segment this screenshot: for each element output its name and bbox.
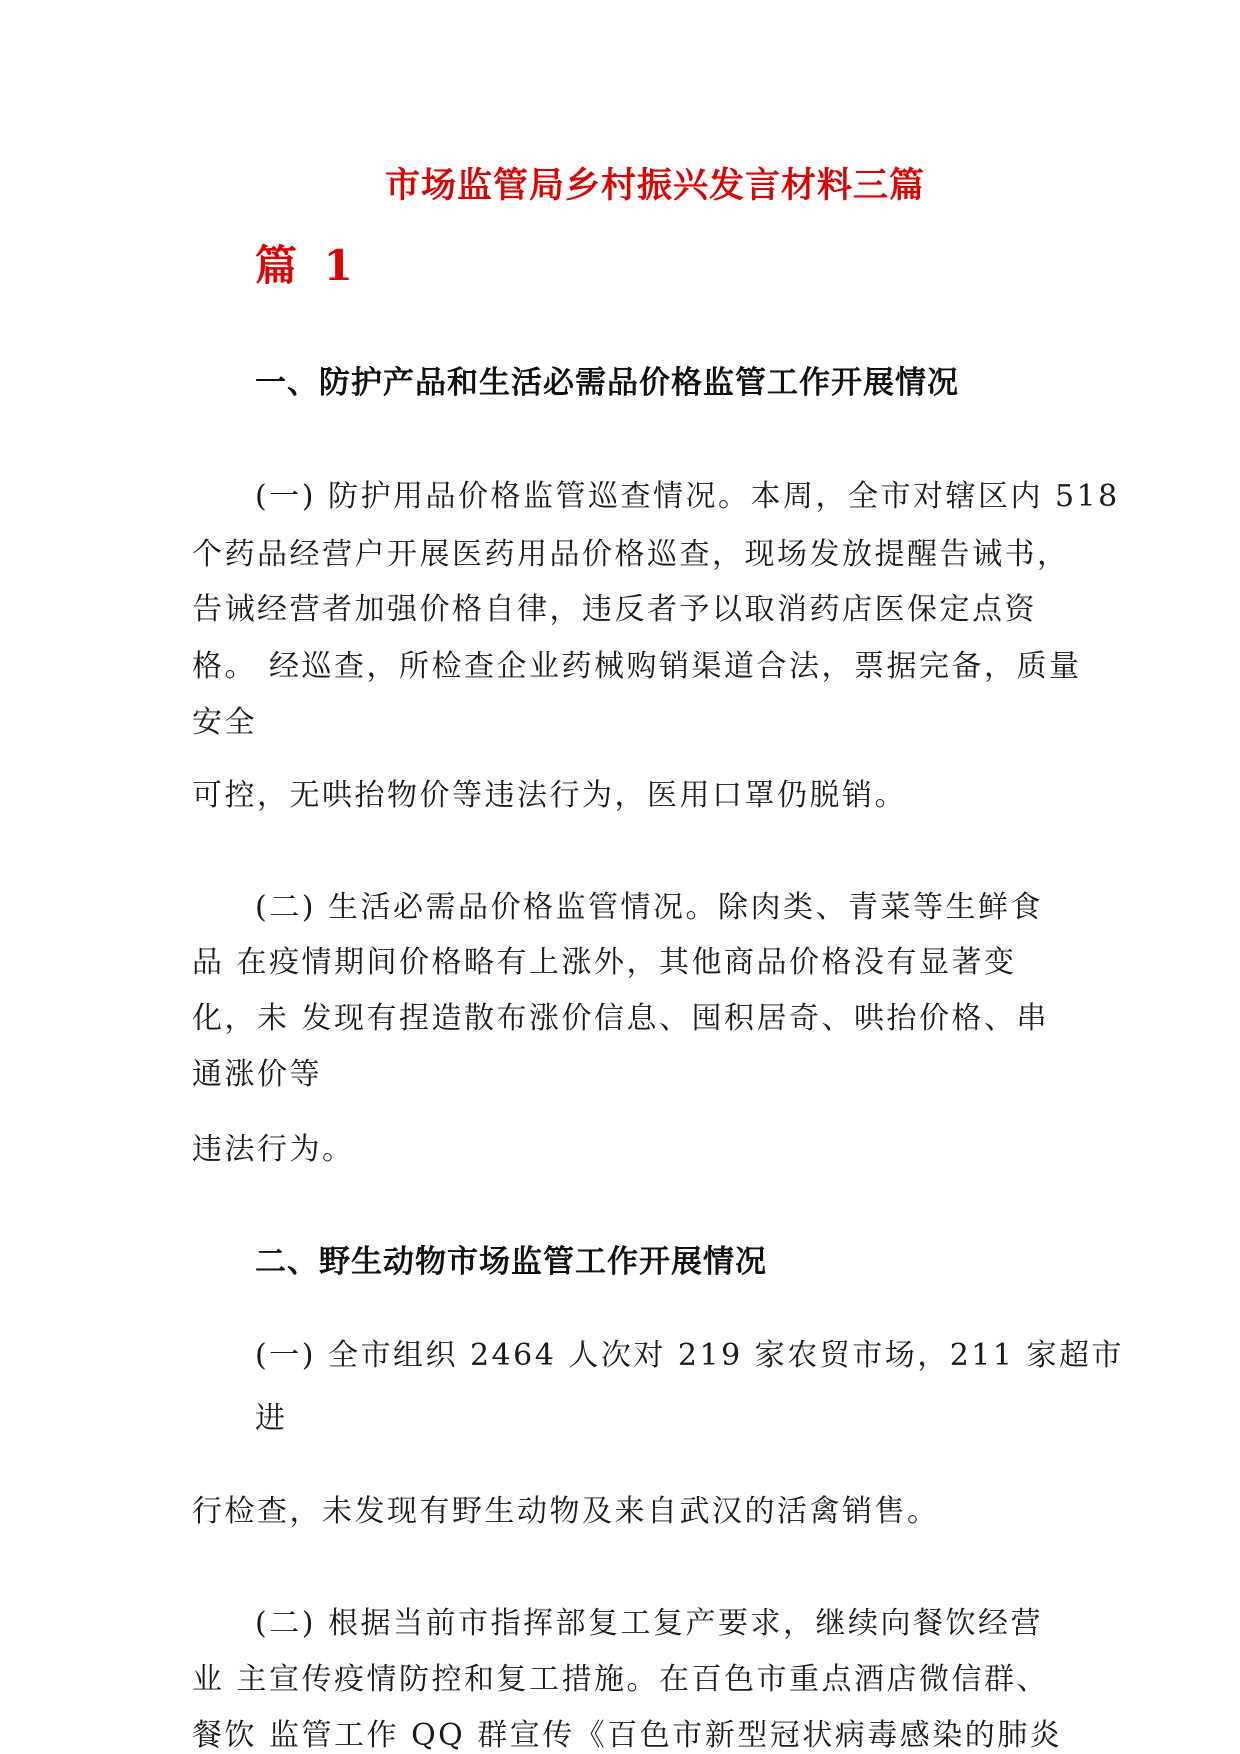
paragraph-line: 业 主宣传疫情防控和复工措施。在百色市重点酒店微信群、 (192, 1662, 1050, 1697)
section-heading: 二、野生动物市场监管工作开展情况 (255, 1244, 767, 1280)
paragraph-line: (一) 全市组织 2464 人次对 219 家农贸市场，211 家超市 (255, 1338, 1124, 1373)
paragraph-line: 个药品经营户开展医药用品价格巡查，现场发放提醒告诫书， (192, 537, 1070, 572)
section-label: 篇 1 (255, 241, 359, 290)
paragraph-line: (二) 根据当前市指挥部复工复产要求，继续向餐饮经营 (255, 1606, 1043, 1641)
paragraph-line: 可控，无哄抬物价等违法行为，医用口罩仍脱销。 (192, 778, 907, 813)
paragraph-line: 化，未 发现有捏造散布涨价信息、囤积居奇、哄抬价格、串 (192, 1001, 1050, 1036)
document-title: 市场监管局乡村振兴发言材料三篇 (384, 165, 925, 206)
paragraph-line: 餐饮 监管工作 QQ 群宣传《百色市新型冠状病毒感染的肺炎 (192, 1718, 1063, 1753)
paragraph-line: 行检查，未发现有野生动物及来自武汉的活禽销售。 (192, 1494, 940, 1529)
paragraph-line: 违法行为。 (192, 1132, 355, 1167)
paragraph-line: 通涨价等 (192, 1057, 322, 1092)
paragraph-line: 格。 经巡查，所检查企业药械购销渠道合法，票据完备，质量 (192, 649, 1082, 684)
paragraph-line: (二) 生活必需品价格监管情况。除肉类、青菜等生鲜食 (255, 890, 1043, 925)
paragraph-line: 品 在疫情期间价格略有上涨外，其他商品价格没有显著变 (192, 945, 1017, 980)
paragraph-line: (一) 防护用品价格监管巡查情况。本周，全市对辖区内 518 (255, 479, 1120, 514)
section-heading: 一、防护产品和生活必需品价格监管工作开展情况 (255, 365, 959, 401)
paragraph-line: 安全 (192, 705, 257, 740)
paragraph-line: 告诫经营者加强价格自律，违反者予以取消药店医保定点资 (192, 592, 1037, 627)
paragraph-line: 进 (255, 1401, 288, 1436)
